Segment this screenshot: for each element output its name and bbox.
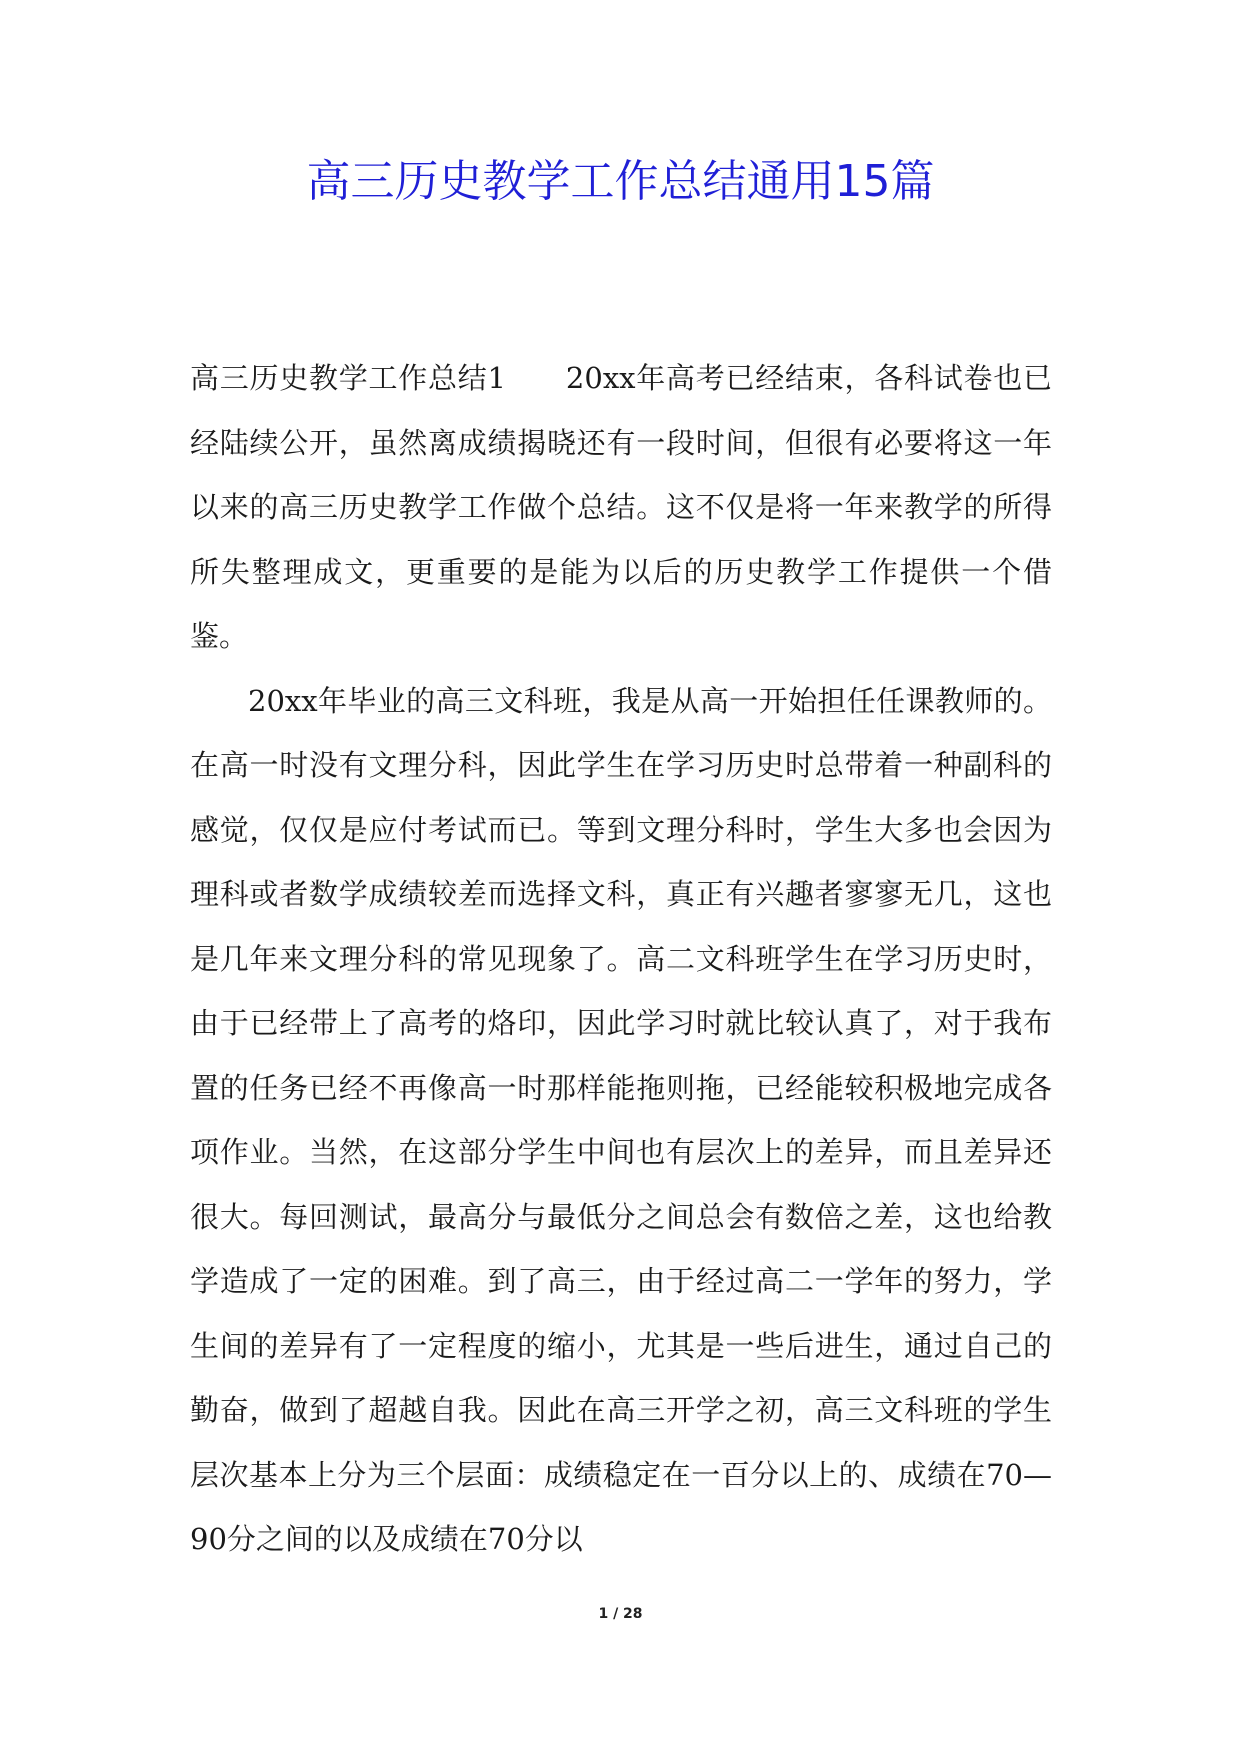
paragraph-1 (190, 346, 1052, 669)
page-number: 1 / 28 (598, 1606, 643, 1622)
document-title: 高三历史教学工作总结通用15篇 (306, 156, 935, 207)
section-heading: 高三历史教学工作总结1 (190, 361, 506, 395)
paragraph-1-text: 20xx年高考已经结束，各科试卷也已经陆续公开，虽然离成绩揭晓还有一段时间，但很有必要将这一年以来的高三历史教学工作做个总结。这不仅是将一年来教学的所得所失整理成文，更重要的是能为以后的历史教学工作提供一个借鉴。 (190, 361, 1052, 653)
paragraph-2: 20xx年毕业的高三文科班，我是从高一开始担任任课教师的。在高一时没有文理分科，因此学生在学习历史时总带着一种副科的感觉，仅仅是应付考试而已。等到文理分科时，学生大多也会因为理科或者数学成绩较差而选择文科，真正有兴趣者寥寥无几，这也是几年来文理分科的常见现象了。高二文科班学生在学习历史时，由于已经带上了高考的烙印，因此学习时就比较认真了，对于我布置的任务已经不再像高一时那样能拖则拖，已经能较积极地完成各项作业。当然，在这部分学生中间也有层次上的差异，而且差异还很大。每回测试，最高分与最低分之间总会有数倍之差，这也给教学造成了一定的困难。到了高三，由于经过高二一学年的努力，学生间的差异有了一定程度的缩小，尤其是一些后进生，通过自己的勤奋，做到了超越自我。因此在高三开学之初，高三文科班的学生层次基本上分为三个层面：成绩稳定在一百分以上的、成绩在70—90分之间的以及成绩在70分以 (190, 683, 1052, 1556)
document-body (190, 346, 1052, 1572)
